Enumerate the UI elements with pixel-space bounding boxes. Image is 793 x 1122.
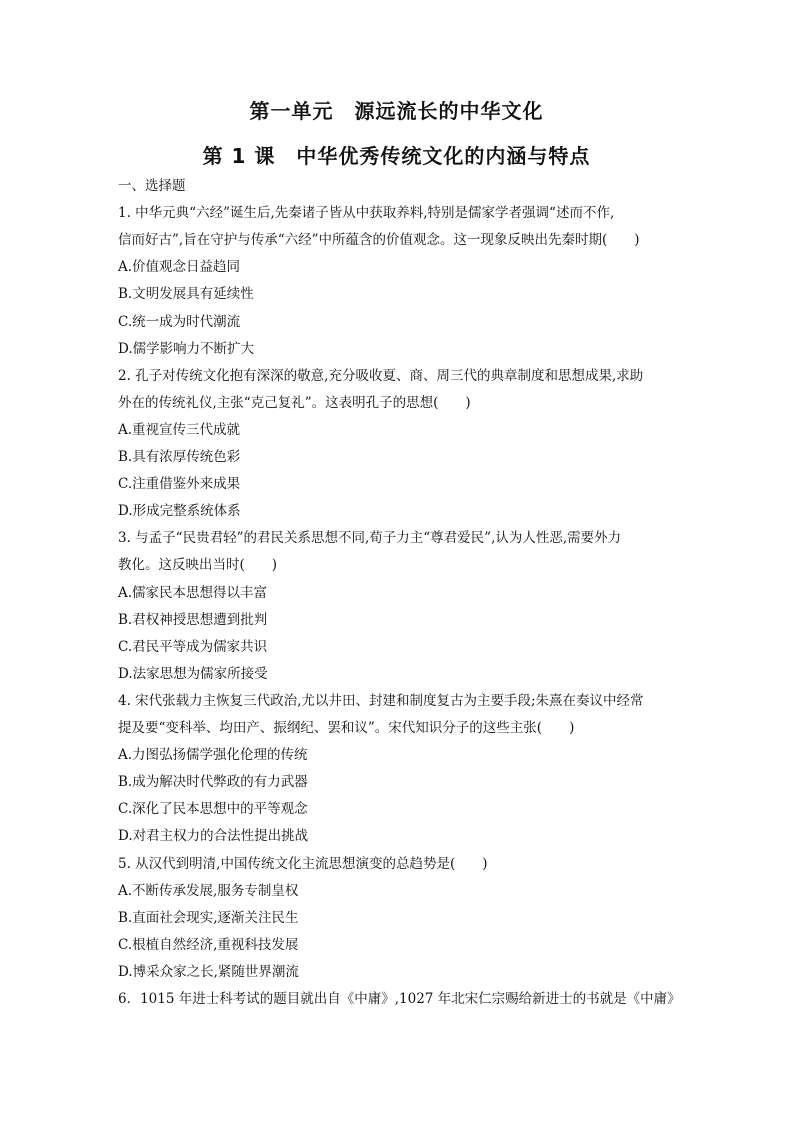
answer-option: D.形成完整系统体系 — [118, 503, 241, 520]
question-stem-line: 5. 从汉代到明清,中国传统文化主流思想演变的总趋势是( ) — [118, 855, 488, 872]
question-stem-line: 6．1015 年进士科考试的题目就出自《中庸》,1027 年北宋仁宗赐给新进士的书就是《中庸》 — [118, 991, 681, 1007]
answer-option: C.根植自然经济,重视科技发展 — [118, 936, 299, 953]
answer-option: A.价值观念日益趋同 — [118, 259, 241, 276]
question-stem-line: 外在的传统礼仪,主张“克己复礼”。这表明孔子的思想( ) — [118, 394, 471, 411]
question-stem-line: 提及要“变科举、均田产、振纲纪、罢和议”。宋代知识分子的这些主张( ) — [118, 720, 575, 736]
answer-option: A.儒家民本思想得以丰富 — [118, 584, 268, 601]
question-stem-line: 4. 宋代张载力主恢复三代政治,尤以井田、封建和制度复古为主要手段;朱熹在奏议中经常 — [118, 692, 644, 709]
answer-option: A.不断传承发展,服务专制皇权 — [118, 882, 299, 899]
lesson-title: 第 1 课 中华优秀传统文化的内涵与特点 — [202, 144, 591, 168]
answer-option: D.儒学影响力不断扩大 — [118, 340, 255, 357]
answer-option: C.注重借鉴外来成果 — [118, 476, 241, 493]
question-stem-line: 信而好古”,旨在守护与传承“六经”中所蕴含的价值观念。这一现象反映出先秦时期( ) — [118, 232, 640, 249]
question-stem-line: 3. 与孟子“民贵君轻”的君民关系思想不同,荀子力主“尊君爱民”,认为人性恶,需要外力 — [118, 530, 622, 547]
answer-option: B.君权神授思想遭到批判 — [118, 611, 268, 628]
answer-option: D.法家思想为儒家所接受 — [118, 665, 268, 682]
question-stem-line: 教化。这反映出当时( ) — [118, 557, 278, 574]
answer-option: C.深化了民本思想中的平等观念 — [118, 801, 308, 818]
answer-option: B.直面社会现实,逐渐关注民生 — [118, 909, 299, 926]
answer-option: D.对君主权力的合法性提出挑战 — [118, 828, 309, 845]
answer-option: C.君民平等成为儒家共识 — [118, 638, 268, 655]
answer-option: B.具有浓厚传统色彩 — [118, 449, 241, 465]
answer-option: A.重视宣传三代成就 — [118, 421, 241, 438]
answer-option: A.力图弘扬儒学强化伦理的传统 — [118, 747, 308, 764]
answer-option: C.统一成为时代潮流 — [118, 313, 241, 330]
question-stem-line: 2. 孔子对传统文化抱有深深的敬意,充分吸收夏、商、周三代的典章制度和思想成果,求助 — [118, 367, 644, 384]
section-heading: 一、选择题 — [118, 178, 186, 194]
answer-option: B.文明发展具有延续性 — [118, 286, 254, 303]
unit-title: 第一单元 源远流长的中华文化 — [249, 99, 544, 123]
question-stem-line: 1. 中华元典“六经”诞生后,先秦诸子皆从中获取养料,特别是儒家学者强调“述而不作, — [118, 205, 615, 222]
answer-option: D.博采众家之长,紧随世界潮流 — [118, 963, 299, 980]
answer-option: B.成为解决时代弊政的有力武器 — [118, 774, 308, 791]
